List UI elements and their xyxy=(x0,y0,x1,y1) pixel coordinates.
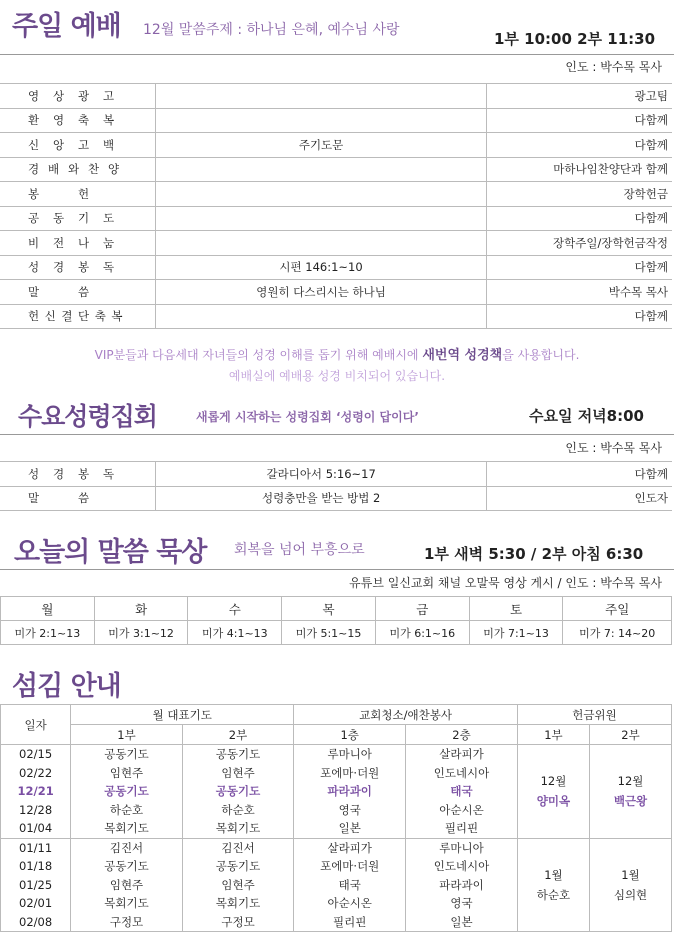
weekday-reading: 미가 2:1~13 xyxy=(1,621,95,645)
table-row xyxy=(1,838,672,857)
divider xyxy=(0,54,674,55)
row-floor1: 포에마·더원 xyxy=(294,764,406,783)
order-row xyxy=(0,255,672,280)
order-label xyxy=(0,157,156,182)
order-label-chars xyxy=(28,284,128,300)
row-prayer-2bu: 임현주 xyxy=(182,876,294,895)
order-label-chars xyxy=(28,112,128,128)
order-content xyxy=(156,84,486,109)
weekday-reading: 미가 4:1~13 xyxy=(188,621,282,645)
order-label-char: 동 xyxy=(53,211,65,226)
row-date: 01/11 xyxy=(1,838,71,857)
row-prayer-1bu: 하순호 xyxy=(71,801,183,820)
header-date: 일자 xyxy=(1,705,71,745)
order-content: 갈라디아서 5:16~17 xyxy=(156,462,486,487)
order-label xyxy=(0,206,156,231)
order-label-char: 봉 xyxy=(78,466,90,481)
weekday-label: 화 xyxy=(94,597,188,621)
order-label-char: 봉 xyxy=(78,260,90,275)
order-content xyxy=(156,108,486,133)
order-label xyxy=(0,255,156,280)
order-label xyxy=(0,462,156,487)
order-label-char: 씀 xyxy=(78,284,90,299)
weekday-reading: 미가 7: 14~20 xyxy=(563,621,672,645)
order-label-char: 말 xyxy=(28,284,40,299)
order-label-char: 고 xyxy=(78,137,90,152)
row-prayer-2bu: 구정모 xyxy=(182,913,294,932)
order-row xyxy=(0,462,672,487)
notice-1-post: 을 사용합니다. xyxy=(502,348,580,362)
order-label-char: 신 xyxy=(44,309,56,324)
order-by: 장학헌금 xyxy=(486,182,672,207)
row-floor2: 태국 xyxy=(406,782,518,801)
order-content xyxy=(156,157,486,182)
order-label-chars xyxy=(28,259,128,275)
offering-month: 12월 xyxy=(540,774,567,789)
order-label xyxy=(0,486,156,511)
order-by: 다함께 xyxy=(486,206,672,231)
row-prayer-1bu: 목회기도 xyxy=(71,894,183,913)
row-floor2: 인도네시아 xyxy=(406,764,518,783)
weekday-reading: 미가 7:1~13 xyxy=(469,621,563,645)
row-floor1: 포에마·더원 xyxy=(294,857,406,876)
order-label-char: 광 xyxy=(78,88,90,103)
row-prayer-2bu: 임현주 xyxy=(182,764,294,783)
service-table xyxy=(0,704,672,932)
wednesday-leader: 인도 : 박수목 목사 xyxy=(565,441,662,455)
row-date: 02/15 xyxy=(1,745,71,764)
order-content xyxy=(156,206,486,231)
order-row xyxy=(0,304,672,329)
order-label-char: 나 xyxy=(78,235,90,250)
order-label-char: 말 xyxy=(28,491,40,506)
weekday-label: 목 xyxy=(282,597,376,621)
order-label-char: 경 xyxy=(53,260,65,275)
row-date: 02/22 xyxy=(1,764,71,783)
row-floor1: 일본 xyxy=(294,819,406,838)
order-label-char: 고 xyxy=(103,88,115,103)
order-content: 시편 146:1~10 xyxy=(156,255,486,280)
order-by: 광고팀 xyxy=(486,84,672,109)
weekday-reading: 미가 3:1~12 xyxy=(94,621,188,645)
order-row xyxy=(0,182,672,207)
wednesday-order-table xyxy=(0,461,672,511)
order-content xyxy=(156,304,486,329)
service-title: 섬김 안내 xyxy=(12,671,121,702)
order-by: 마하나임찬양단과 함께 xyxy=(486,157,672,182)
order-label-char: 배 xyxy=(48,162,60,177)
order-label-chars xyxy=(28,137,128,153)
row-date: 02/08 xyxy=(1,913,71,932)
divider xyxy=(0,569,674,570)
order-label-char: 단 xyxy=(78,309,90,324)
row-prayer-2bu: 공동기도 xyxy=(182,782,294,801)
weekday-reading: 미가 5:1~15 xyxy=(282,621,376,645)
weekday-label: 토 xyxy=(469,597,563,621)
weekday-label: 금 xyxy=(375,597,469,621)
order-row xyxy=(0,84,672,109)
order-content xyxy=(156,182,486,207)
order-label-chars xyxy=(28,186,128,202)
offering-person: 심의현 xyxy=(613,887,648,902)
row-prayer-2bu: 공동기도 xyxy=(182,857,294,876)
weekday-label: 주일 xyxy=(563,597,672,621)
row-prayer-1bu: 김진서 xyxy=(71,838,183,857)
order-label-chars xyxy=(28,88,128,104)
order-label xyxy=(0,280,156,305)
order-content xyxy=(156,231,486,256)
row-prayer-1bu: 공동기도 xyxy=(71,745,183,764)
meditation-subtitle: 회복을 넘어 부흥으로 xyxy=(234,542,365,558)
order-by: 박수목 목사 xyxy=(486,280,672,305)
order-label-char: 성 xyxy=(28,260,40,275)
sunday-title: 주일 예배 xyxy=(12,11,121,42)
order-content: 주기도문 xyxy=(156,133,486,158)
row-prayer-1bu: 구정모 xyxy=(71,913,183,932)
meditation-table xyxy=(0,596,672,645)
order-label-char: 와 xyxy=(68,162,80,177)
offering-2bu xyxy=(590,838,672,932)
offering-month: 12월 xyxy=(617,774,644,789)
order-label xyxy=(0,84,156,109)
order-row xyxy=(0,206,672,231)
meditation-title: 오늘의 말씀 묵상 xyxy=(14,537,207,568)
order-label-char: 앙 xyxy=(53,137,65,152)
notice-2: 예배실에 예배용 성경 비치되어 있습니다. xyxy=(228,369,446,383)
row-floor2: 영국 xyxy=(406,894,518,913)
row-date: 12/28 xyxy=(1,801,71,820)
order-content: 성령충만을 받는 방법 2 xyxy=(156,486,486,511)
row-floor1: 태국 xyxy=(294,876,406,895)
order-row xyxy=(0,280,672,305)
table-row xyxy=(1,745,672,764)
order-row xyxy=(0,133,672,158)
order-label-char: 헌 xyxy=(78,186,90,201)
row-prayer-2bu: 목회기도 xyxy=(182,819,294,838)
order-label-char: 기 xyxy=(78,211,90,226)
order-label-char: 경 xyxy=(53,466,65,481)
header-prayer-1bu: 1부 xyxy=(71,725,183,745)
sunday-times: 1부 10:00 2부 11:30 xyxy=(494,30,656,48)
row-prayer-2bu: 김진서 xyxy=(182,838,294,857)
row-floor2: 인도네시아 xyxy=(406,857,518,876)
row-floor2: 루마니아 xyxy=(406,838,518,857)
row-prayer-1bu: 공동기도 xyxy=(71,782,183,801)
order-label-char: 환 xyxy=(28,113,40,128)
weekday-label: 월 xyxy=(1,597,95,621)
row-prayer-1bu: 목회기도 xyxy=(71,819,183,838)
order-by: 다함께 xyxy=(486,108,672,133)
order-label-chars xyxy=(28,235,128,251)
notice-1-pre: VIP분들과 다음세대 자녀들의 성경 이해를 돕기 위해 예배시에 xyxy=(94,348,423,362)
order-by: 다함께 xyxy=(486,255,672,280)
order-label-char: 영 xyxy=(53,113,65,128)
row-floor2: 파라과이 xyxy=(406,876,518,895)
offering-person: 하순호 xyxy=(536,887,571,902)
row-prayer-2bu: 공동기도 xyxy=(182,745,294,764)
offering-1bu xyxy=(517,838,589,932)
offering-1bu xyxy=(517,745,589,839)
order-label-char: 공 xyxy=(28,211,40,226)
sunday-theme: 12월 말씀주제 : 하나님 은혜, 예수님 사랑 xyxy=(143,22,400,38)
order-label-char: 독 xyxy=(103,466,115,481)
header-offering-1bu: 1부 xyxy=(517,725,589,745)
order-label-chars xyxy=(28,490,128,506)
order-label-chars xyxy=(28,210,128,226)
row-date: 01/25 xyxy=(1,876,71,895)
row-floor1: 영국 xyxy=(294,801,406,820)
order-label-char: 영 xyxy=(28,88,40,103)
order-label-char: 눔 xyxy=(103,235,115,250)
order-label xyxy=(0,108,156,133)
order-label xyxy=(0,304,156,329)
order-label-char: 헌 xyxy=(28,309,40,324)
order-label-char: 비 xyxy=(28,235,40,250)
row-date: 12/21 xyxy=(1,782,71,801)
row-prayer-2bu: 목회기도 xyxy=(182,894,294,913)
row-floor2: 살라피가 xyxy=(406,745,518,764)
header-offering-2bu: 2부 xyxy=(590,725,672,745)
header-clean: 교회청소/애찬봉사 xyxy=(294,705,518,725)
row-date: 01/04 xyxy=(1,819,71,838)
row-floor1: 파라과이 xyxy=(294,782,406,801)
row-floor2: 필리핀 xyxy=(406,819,518,838)
order-by: 장학주일/장학헌금작정 xyxy=(486,231,672,256)
order-by: 다함께 xyxy=(486,133,672,158)
order-label-char: 복 xyxy=(111,309,123,324)
offering-month: 1월 xyxy=(544,867,563,882)
sunday-leader: 인도 : 박수목 목사 xyxy=(565,60,662,74)
order-label xyxy=(0,182,156,207)
order-by: 인도자 xyxy=(486,486,672,511)
header-1f: 1층 xyxy=(294,725,406,745)
order-label-char: 백 xyxy=(103,137,115,152)
order-label xyxy=(0,231,156,256)
row-floor2: 일본 xyxy=(406,913,518,932)
order-label-char: 봉 xyxy=(28,186,40,201)
order-content: 영원히 다스리시는 하나님 xyxy=(156,280,486,305)
offering-month: 1월 xyxy=(621,867,640,882)
order-row xyxy=(0,486,672,511)
order-label-char: 축 xyxy=(78,113,90,128)
row-prayer-1bu: 공동기도 xyxy=(71,857,183,876)
order-label-char: 상 xyxy=(53,88,65,103)
order-by: 다함께 xyxy=(486,462,672,487)
order-by: 다함께 xyxy=(486,304,672,329)
offering-person: 양미옥 xyxy=(536,794,571,809)
header-prayer-2bu: 2부 xyxy=(182,725,294,745)
order-label-char: 경 xyxy=(28,162,40,177)
order-label-char: 전 xyxy=(53,235,65,250)
order-row xyxy=(0,108,672,133)
order-label-char: 성 xyxy=(28,466,40,481)
row-floor1: 아순시온 xyxy=(294,894,406,913)
wednesday-time: 수요일 저녁8:00 xyxy=(529,407,644,425)
order-label-chars xyxy=(28,161,128,177)
order-label-chars xyxy=(28,466,128,482)
order-label-char: 도 xyxy=(103,211,115,226)
row-floor1: 루마니아 xyxy=(294,745,406,764)
wednesday-title: 수요성령집회 xyxy=(18,402,157,431)
order-label-char: 찬 xyxy=(88,162,100,177)
meditation-note: 유튜브 일신교회 채널 오말묵 영상 게시 / 인도 : 박수목 목사 xyxy=(349,576,662,590)
notice-1-em: 새번역 성경책 xyxy=(422,348,503,363)
header-offering: 헌금위원 xyxy=(517,705,671,725)
row-prayer-1bu: 임현주 xyxy=(71,764,183,783)
row-floor1: 살라피가 xyxy=(294,838,406,857)
order-label-char: 신 xyxy=(28,137,40,152)
order-label-char: 축 xyxy=(94,309,106,324)
row-floor1: 필리핀 xyxy=(294,913,406,932)
order-label-char: 독 xyxy=(103,260,115,275)
order-label-char: 양 xyxy=(108,162,120,177)
notice-1 xyxy=(0,344,674,363)
header-2f: 2층 xyxy=(406,725,518,745)
order-row xyxy=(0,231,672,256)
weekday-reading: 미가 6:1~16 xyxy=(375,621,469,645)
meditation-time: 1부 새벽 5:30 / 2부 아침 6:30 xyxy=(424,545,644,563)
offering-2bu xyxy=(590,745,672,839)
wednesday-subtitle: 새롭게 시작하는 성령집회 ‘성령이 답이다’ xyxy=(196,410,419,424)
divider xyxy=(0,434,674,435)
row-date: 02/01 xyxy=(1,894,71,913)
order-row xyxy=(0,157,672,182)
order-label-chars xyxy=(28,308,128,324)
row-floor2: 아순시온 xyxy=(406,801,518,820)
row-prayer-2bu: 하순호 xyxy=(182,801,294,820)
weekday-label: 수 xyxy=(188,597,282,621)
row-prayer-1bu: 임현주 xyxy=(71,876,183,895)
order-label-char: 결 xyxy=(61,309,73,324)
offering-person: 백근왕 xyxy=(613,794,648,809)
sunday-order-table xyxy=(0,83,672,329)
header-prayer: 월 대표기도 xyxy=(71,705,294,725)
row-date: 01/18 xyxy=(1,857,71,876)
order-label-char: 복 xyxy=(103,113,115,128)
order-label xyxy=(0,133,156,158)
order-label-char: 씀 xyxy=(78,491,90,506)
